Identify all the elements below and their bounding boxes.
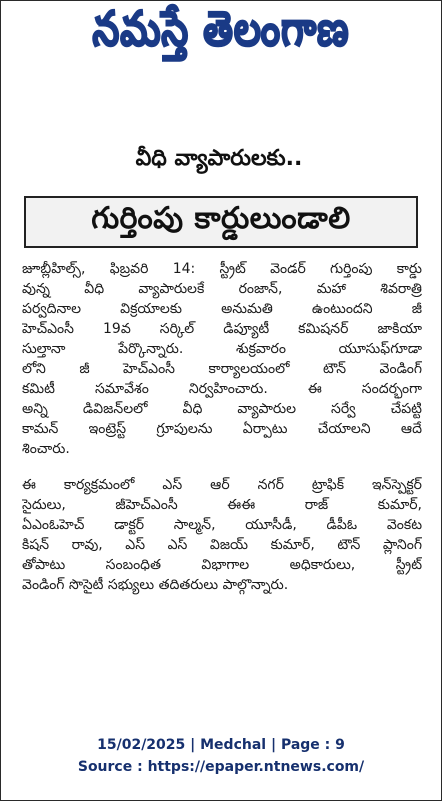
source-link[interactable]: Source : https://epaper.ntnews.com/	[77, 759, 365, 775]
paragraph-1	[22, 259, 422, 459]
paragraph-line: పర్వదినాల విక్రయాలకు అనుమతి ఉంటుందని జీ	[22, 301, 422, 317]
edition-info: 15/02/2025 | Medchal | Page : 9	[97, 737, 345, 753]
paragraph-line: వున్న వీధి వ్యాపారులకే రంజాన్, మహా శివరాత్రి	[22, 281, 422, 297]
paragraph-line: లోని జీ హెచ్ఎంసీ కార్యాలయంలో టౌన్ వెండింగ్	[22, 361, 422, 377]
paragraph-line: అన్ని డివిజన్‌లలో వీధి వ్యాపారుల సర్వే చేపట్టి	[22, 401, 422, 417]
paragraph-line: కామన్ ఇంట్రెస్ట్ గ్రూపులను ఏర్పాటు చేయాలని ఆదే	[22, 421, 422, 437]
article-headline: గుర్తింపు కార్డులుండాలి	[91, 201, 351, 236]
paragraph-line: వెండింగ్ సొసైటీ సభ్యులు తదితరులు పాల్గొన్నారు.	[22, 577, 289, 593]
paragraph-gap	[22, 459, 422, 475]
headline-box	[24, 196, 418, 248]
article-kicker: వీధి వ్యాపారులకు..	[135, 146, 303, 171]
paragraph-line: సుల్తానా పేర్కొన్నారు. శుక్రవారం యూసుఫ్‌గూడా	[22, 341, 422, 357]
paragraph-line: ఈ కార్యక్రమంలో ఎస్ ఆర్ నగర్ ట్రాఫిక్ ఇన్‌స్పెక్టర్	[22, 477, 422, 493]
paragraph-line: సైదులు, జీహెచ్ఎంసీ ఈఈ రాజ్ కుమార్,	[22, 497, 422, 513]
paragraph-line: కిషన్ రావు, ఎస్ ఎస్ విజయ్ కుమార్, టౌన్ ప్లానింగ్	[22, 537, 422, 553]
paragraph-line: జూబ్లీహిల్స్, ఫిబ్రవరి 14: స్ట్రీట్ వెండర్ గుర్తింపు కార్డు	[22, 261, 422, 277]
paragraph-line: హెచ్ఎంసీ 19వ సర్కిల్ డిప్యూటీ కమిషనర్ జాకియా	[22, 321, 422, 337]
paragraph-line: తోపాటు సంబంధిత విభాగాల అధికారులు, స్ట్రీట్	[22, 557, 422, 573]
masthead-title: నమస్తే తెలంగాణ	[92, 1, 350, 57]
article-body	[22, 259, 422, 595]
paragraph-line: ఏఎంఓహెచ్ డాక్టర్ సాల్మన్, యూసీడీ, డీపీఓ వెంకట	[22, 517, 422, 533]
paragraph-line: కమిటీ సమావేశం నిర్వహించారు. ఈ సందర్భంగా	[22, 381, 422, 397]
paragraph-2	[22, 475, 422, 595]
newspaper-masthead-logo	[10, 2, 432, 68]
paragraph-line: శించారు.	[22, 441, 70, 457]
